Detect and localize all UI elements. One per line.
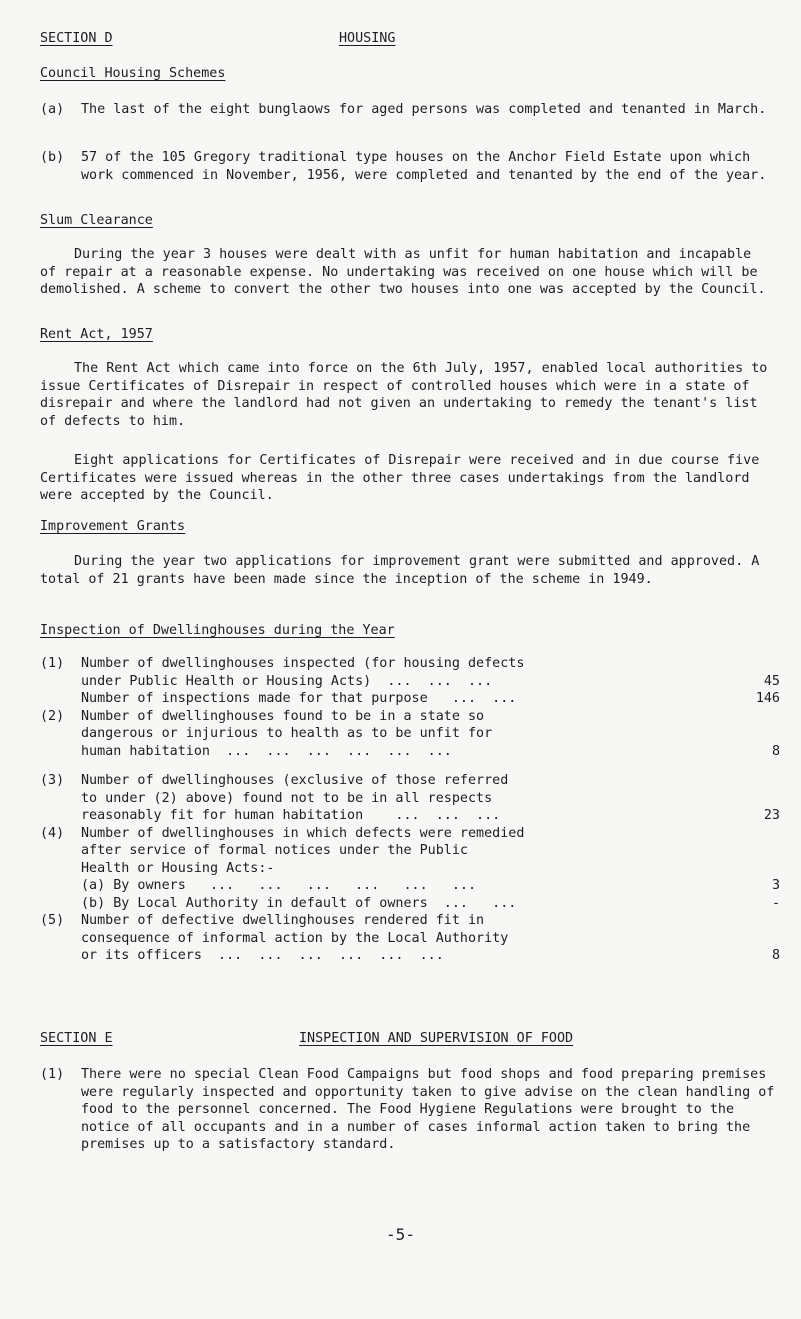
spacer <box>40 760 780 772</box>
row-text: reasonably fit for human habitation ... ... ... <box>81 808 501 823</box>
inspection-row-5-line-2 <box>40 930 780 948</box>
inspection-row-2 <box>40 708 780 726</box>
row-text: (b) By Local Authority in default of owners ... ... <box>81 895 517 911</box>
section-e-label: SECTION E <box>40 1031 113 1046</box>
rent-act-paragraph-1 <box>40 360 770 430</box>
item-text: There were no special Clean Food Campaigns but food shops and food preparing premises were regularly inspected and opportunity taken to give advise on the clean handling of food to the personnel concerned. The Food Hygiene Regulations were brought to the notice of all occupants and in a number of cases informal action taken to bring the premises up to a satisfactory standard. <box>81 1067 775 1152</box>
row-text: consequence of informal action by the Local Authority <box>81 930 509 946</box>
row-text: human habitation ... ... ... ... ... ... <box>81 743 452 759</box>
item-label: (b) <box>40 150 65 165</box>
row-value: - <box>771 895 780 911</box>
inspection-heading: Inspection of Dwellinghouses during the Year <box>40 623 395 638</box>
paragraph-text: Eight applications for Certificates of Disrepair were received and in due course five Certificates were issued whereas in the other three cases undertakings from the landlord were accepted by the Council. <box>40 453 760 503</box>
inspection-table <box>40 655 780 965</box>
row-text: under Public Health or Housing Acts) ... ... ... <box>81 673 493 689</box>
inspection-row-5-line-3 <box>40 947 780 965</box>
council-housing-heading: Council Housing Schemes <box>40 66 226 81</box>
row-value: 8 <box>771 948 780 963</box>
rent-act-paragraph-2 <box>40 452 770 505</box>
row-text: Health or Housing Acts:- <box>81 860 275 876</box>
item-label: (1) <box>40 1067 65 1082</box>
slum-clearance-heading: Slum Clearance <box>40 213 153 228</box>
row-value: 3 <box>771 878 780 893</box>
row-text: Number of dwellinghouses in which defects were remedied <box>81 825 525 841</box>
paragraph-text: The Rent Act which came into force on the 6th July, 1957, enabled local authorities to issue Certificates of Disrepair in respect of controlled houses which were in a state of disrepair and where the landlord had not given an undertaking to remedy the tenant's list of defects to him. <box>40 361 768 429</box>
inspection-row-1-line-3 <box>40 690 780 708</box>
row-text: to under (2) above) found not to be in all respects <box>81 790 493 806</box>
row-value: 45 <box>763 673 780 689</box>
inspection-row-2-line-2 <box>40 725 780 743</box>
inspection-row-4a <box>40 877 780 895</box>
inspection-row-2-line-3 <box>40 743 780 761</box>
paragraph-text: During the year 3 houses were dealt with as unfit for human habitation and incapable of repair at a reasonable expense. No undertaking was received on one house which will be demolished. A scheme to convert the other two houses into one was accepted by the Council. <box>40 247 766 297</box>
row-text: (a) By owners ... ... ... ... ... ... <box>81 878 477 893</box>
row-value: 8 <box>771 743 780 759</box>
inspection-row-4-line-2 <box>40 842 780 860</box>
section-e-title: INSPECTION AND SUPERVISION OF FOOD <box>299 1031 574 1046</box>
inspection-row-4-line-3 <box>40 860 780 878</box>
item-text: The last of the eight bunglaows for aged persons was completed and tenanted in March. <box>81 102 767 117</box>
inspection-row-3-line-2 <box>40 790 780 808</box>
inspection-row-3 <box>40 772 780 790</box>
row-value: 146 <box>755 691 780 706</box>
row-number: (5) <box>40 913 65 928</box>
row-text: Number of dwellinghouses inspected (for housing defects <box>81 656 525 671</box>
row-text: Number of dwellinghouses found to be in a state so <box>81 708 485 724</box>
inspection-row-1 <box>40 655 780 673</box>
row-text: Number of defective dwellinghouses rendered fit in <box>81 913 485 928</box>
page-number: -5- <box>386 1225 415 1244</box>
inspection-row-1-line-2 <box>40 673 780 691</box>
row-text: after service of formal notices under the Public <box>81 843 468 858</box>
row-text: Number of dwellinghouses (exclusive of those referred <box>81 773 509 788</box>
inspection-row-5 <box>40 912 780 930</box>
inspection-row-4b <box>40 895 780 913</box>
row-number: (3) <box>40 773 65 788</box>
inspection-row-4 <box>40 825 780 843</box>
item-label: (a) <box>40 102 65 117</box>
row-text: or its officers ... ... ... ... ... ... <box>81 948 444 963</box>
improvement-grants-paragraph <box>40 553 770 588</box>
improvement-grants-heading: Improvement Grants <box>40 519 186 534</box>
section-d-title: HOUSING <box>339 31 396 46</box>
row-text: dangerous or injurious to health as to be unfit for <box>81 726 493 741</box>
row-number: (1) <box>40 656 65 671</box>
row-text: Number of inspections made for that purpose ... ... <box>81 691 517 706</box>
row-number: (4) <box>40 825 65 841</box>
slum-clearance-paragraph <box>40 246 770 299</box>
row-number: (2) <box>40 708 65 724</box>
section-d-label: SECTION D <box>40 31 113 46</box>
inspection-row-3-line-3 <box>40 807 780 825</box>
paragraph-text: During the year two applications for improvement grant were submitted and approved. A total of 21 grants have been made since the inception of the scheme in 1949. <box>40 554 760 587</box>
row-value: 23 <box>763 808 780 823</box>
rent-act-heading: Rent Act, 1957 <box>40 327 153 342</box>
item-text: 57 of the 105 Gregory traditional type houses on the Anchor Field Estate upon which work commenced in November, 1956, were completed and tenanted by the end of the year. <box>81 150 767 183</box>
